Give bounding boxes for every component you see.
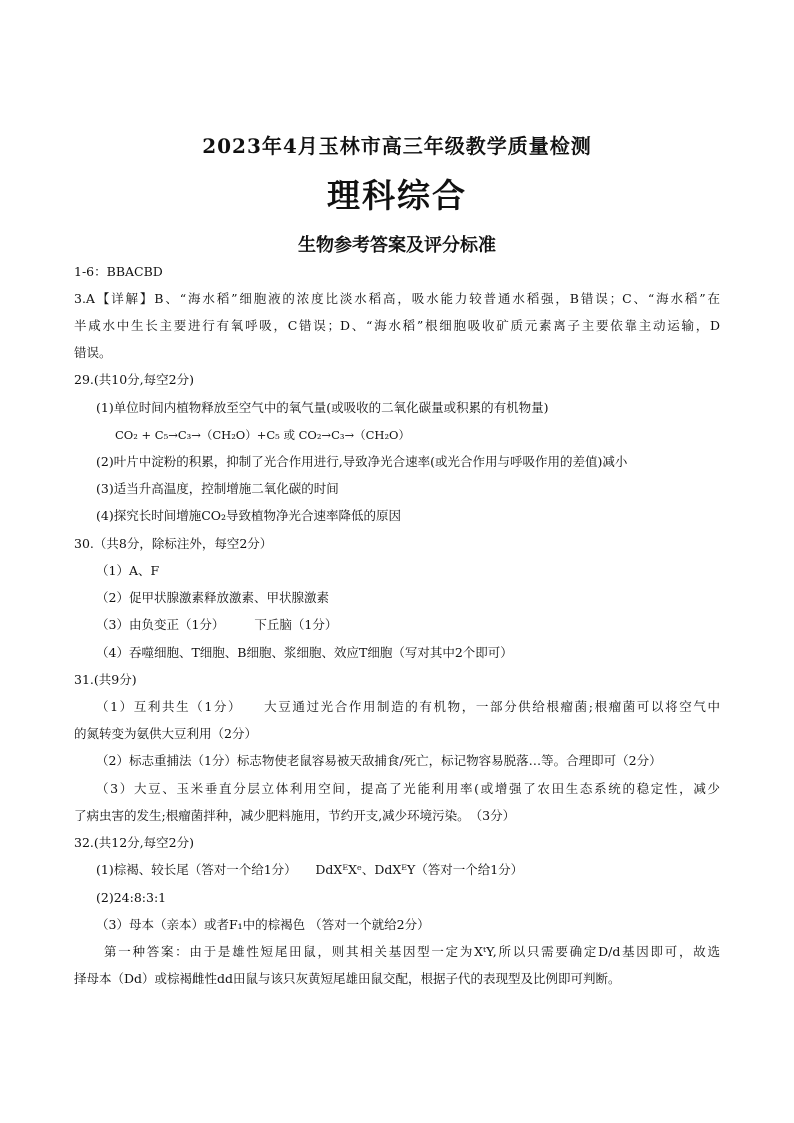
q31-header: 31.(共9分) [74,672,137,687]
q32-note-line2: 择母本（Dd）或棕褐雌性dd田鼠与该只灰黄短尾雄田鼠交配，根据子代的表现型及比例即可判断。 [74,971,621,986]
q32-answer-3: （3）母本（亲本）或者F₁中的棕褐色 （答对一个就给2分） [96,917,430,932]
q30-answer-2: （2）促甲状腺激素释放激素、甲状腺激素 [96,590,329,605]
q32-header: 32.(共12分,每空2分) [74,835,194,850]
q31-answer-3-line2: 了病虫害的发生;根瘤菌拌种，减少肥料施用，节约开支,减少环境污染。 （3分） [74,808,516,823]
q31-answer-1-line1: （1）互利共生（1分） 大豆通过光合作用制造的有机物，一部分供给根瘤菌;根瘤菌可以将空气中 [96,699,720,714]
q30-header: 30.（共8分，除标注外，每空2分） [74,536,273,551]
q31-answer-1-line2: 的氮转变为氨供大豆利用（2分） [74,726,257,741]
q3-explanation-line3: 错误。 [74,345,112,360]
q29-answer-1: (1)单位时间内植物释放至空气中的氧气量(或吸收的二氧化碳量或积累的有机物量) [96,400,549,415]
q3-explanation-line2: 半咸水中生长主要进行有氧呼吸，C错误；D、“海水稻”根细胞吸收矿质元素离子主要依靠主动运输，D [74,318,720,333]
q31-answer-2: （2）标志重捕法（1分）标志物使老鼠容易被天敌捕食/死亡，标记物容易脱落…等。合理即可（2分） [96,753,662,768]
q32-note-line1: 第一种答案：由于是雄性短尾田鼠，则其相关基因型一定为XᵗY,所以只需要确定D/d基因即可，故选 [104,944,720,959]
q32-answer-1: (1)棕褐、较长尾（答对一个给1分） DdXᴱXᵉ、DdXᴱY（答对一个给1分） [96,862,524,877]
q29-answer-4: (4)探究长时间增施CO₂导致植物净光合速率降低的原因 [96,508,402,523]
answer-key-subtitle: 生物参考答案及评分标准 [298,235,496,256]
subject-title: 理科综合 [327,176,467,215]
q30-answer-1: （1）A、F [96,563,160,578]
q30-answer-3 [96,617,337,633]
q31-answer-3-line1: （3）大豆、玉米垂直分层立体利用空间，提高了光能利用率(或增强了农田生态系统的稳定性，减少 [96,781,720,796]
q29-header: 29.(共10分,每空2分) [74,372,194,387]
exam-title: 2023年4月玉林市高三年级教学质量检测 [202,134,592,158]
q29-answer-3: (3)适当升高温度，控制增施二氧化碳的时间 [96,481,339,496]
q29-formula: CO₂ + C₅→C₃→（CH₂O）+C₅ 或 CO₂→C₃→（CH₂O） [115,428,410,442]
q30-answer-3-part2: 下丘脑（1分） [254,617,338,632]
q30-answer-3-part1: （3）由负变正（1分） [96,617,225,632]
q30-answer-4: （4）吞噬细胞、T细胞、B细胞、浆细胞、效应T细胞（写对其中2个即可） [96,645,513,660]
mc-answers: 1-6：BBACBD [74,264,163,279]
q3-explanation-line1: 3.A【详解】B、“海水稻”细胞液的浓度比淡水稻高，吸水能力较普通水稻强，B错误；C、“海水稻”在 [74,291,720,306]
q32-answer-2: (2)24:8:3:1 [96,890,167,905]
q29-answer-2: (2)叶片中淀粉的积累，抑制了光合作用进行,导致净光合速率(或光合作用与呼吸作用的差值)减小 [96,454,628,469]
